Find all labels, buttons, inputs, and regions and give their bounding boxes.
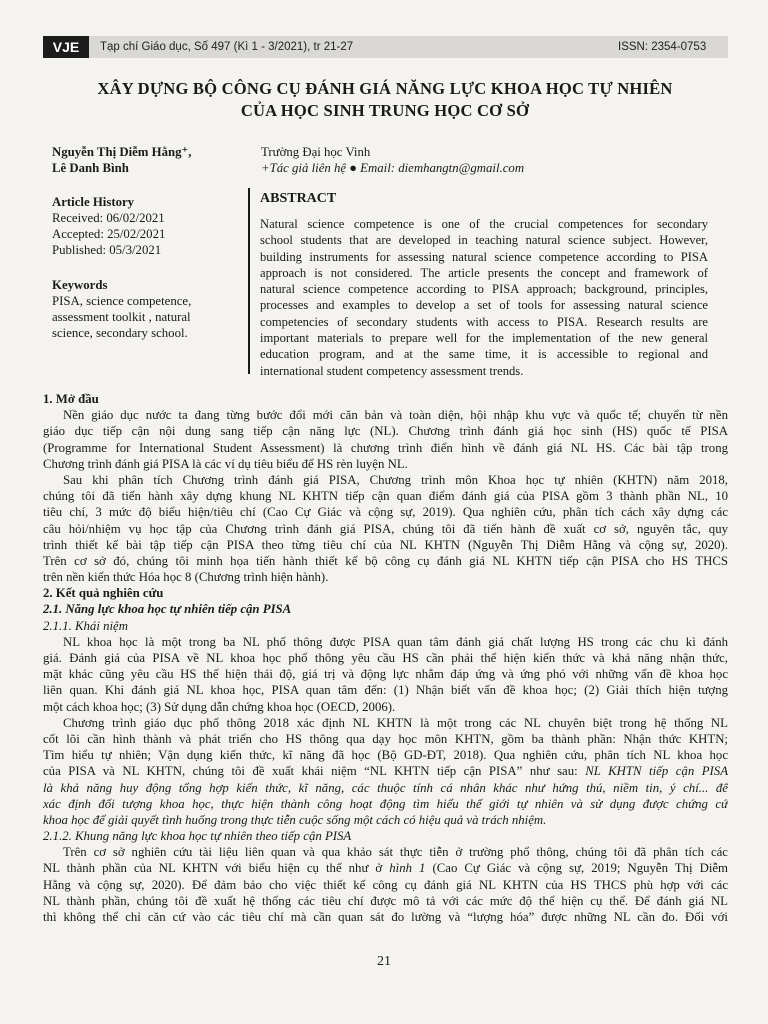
paper-title-line2: CỦA HỌC SINH TRUNG HỌC CƠ SỞ — [240, 101, 530, 120]
paragraph-line: NL thành phần, chúng tôi đề xuất hệ thống các tiêu chí được mô tả với các mức độ thể hiện cụ thể. Để đánh giá NL — [43, 893, 728, 908]
abstract-heading: ABSTRACT — [260, 191, 337, 206]
accepted-date: Accepted: 25/02/2021 — [52, 227, 166, 241]
keywords-heading: Keywords — [52, 278, 108, 292]
paragraph-line: Trên cơ sở nghiên cứu tài liệu liên quan và qua khảo sát thực tiễn ở trường phổ thông, chúng tôi đã phân tích các — [63, 845, 728, 860]
paper-title-line1: XÂY DỰNG BỘ CÔNG CỤ ĐÁNH GIÁ NĂNG LỰC KHOA HỌC TỰ NHIÊN — [97, 79, 673, 98]
paragraph-line: liên quan. Khi đánh giá NL khoa học, PISA quan tâm đến: (1) Nhận biết vấn đề khoa học; (2) Giải thích hiện tượng — [43, 683, 728, 698]
abstract-line: school students that are developed in teaching natural science subject. However, — [260, 233, 708, 248]
paragraph-line: Chương trình đánh giá PISA là các ví dụ tiêu biểu để HS rèn luyện NL. — [43, 456, 408, 471]
paragraph-line: trên nền kiến thức Hóa học 8 (Chương trình hiện hành). — [43, 570, 329, 585]
abstract-line: international student competency assessment trends. — [260, 363, 524, 378]
journal-logo: VJE — [43, 36, 89, 58]
paragraph-line: Sau khi phân tích Chương trình đánh giá PISA, Chương trình môn Khoa học tự nhiên (KHTN) năm 2018, — [63, 472, 728, 487]
abstract-line: building instruments for assessing natural science competence according to PISA — [260, 249, 708, 264]
author-2: Lê Danh Bình — [52, 161, 129, 175]
abstract-line: important materials to prepare well for the implementation of the new general — [260, 331, 708, 346]
section-heading: 2. Kết quả nghiên cứu — [43, 586, 164, 601]
abstract-line: Natural science competence is one of the crucial competences for secondary — [260, 217, 708, 231]
paragraph-line: giá. Đánh giá của PISA về NL khoa học phổ thông yêu cầu HS cần phải thể hiện kiến thức và khả năng nhận thức, — [43, 651, 728, 665]
history-heading: Article History — [52, 195, 135, 209]
definition-line: xác định đối tượng khoa học, thực hiện thành công hoạt động tìm hiểu thế giới tự nhiên và sử dụng được chứng cứ — [43, 796, 728, 811]
definition-line: là khả năng huy động tổng hợp kiến thức, kĩ năng, các thuộc tính cá nhân khác như hứng thú, niềm tin, ý chí... để — [43, 780, 728, 795]
received-date: Received: 06/02/2021 — [52, 211, 165, 225]
paragraph-line: chúng tôi đã tiến hành xây dựng khung NL KHTN tiếp cận quan điểm đánh giá của PISA gồm 3 thành phần NL, 10 — [43, 489, 728, 504]
section-heading: 1. Mở đầu — [43, 392, 99, 406]
issn: ISSN: 2354-0753 — [618, 41, 707, 53]
subsubsection-heading: 2.1.2. Khung năng lực khoa học tự nhiên theo tiếp cận PISA — [43, 829, 352, 844]
paragraph-line: trình thiết kế bài tập tiếp cận PISA theo từng tiêu chí của NL KHTN (Nguyễn Thị Diễm Hằng và cộng sự, 2020). — [43, 537, 728, 552]
published-date: Published: 05/3/2021 — [52, 243, 162, 257]
column-divider — [248, 188, 250, 374]
keywords-line: assessment toolkit , natural — [52, 310, 191, 324]
subsection-heading: 2.1. Năng lực khoa học tự nhiên tiếp cận PISA — [43, 602, 292, 617]
paragraph-line: NL khoa học là một trong ba NL phổ thông được PISA quan tâm đánh giá chất lượng HS trong các chu kì đánh — [63, 634, 728, 649]
concept-term: NL KHTN tiếp cận PISA — [585, 764, 728, 779]
journal-citation: Tạp chí Giáo dục, Số 497 (Kì 1 - 3/2021), tr 21-27 — [100, 41, 354, 53]
abstract-line: education program, and at the same time, it is accessible to regional and — [260, 347, 708, 362]
paragraph-line: một cách khoa học; (3) Sử dụng dẫn chứng khoa học (OECD, 2006). — [43, 699, 396, 714]
main-body — [43, 391, 728, 925]
author-1: Nguyễn Thị Diễm Hằng⁺, — [52, 145, 192, 159]
paragraph-line: Chương trình giáo dục phổ thông 2018 xác định NL KHTN là một trong các NL chuyên biệt trong hệ thống NL — [63, 715, 728, 730]
paragraph-line: mặt khác cũng yêu cầu HS thể hiện thái độ, giá trị và động lực nhằm đáp ứng và ứng phó với những vấn đề khoa học — [43, 667, 728, 682]
paragraph-text: NL thành phần của NL KHTN với biểu hiện cụ thể như ở — [43, 861, 383, 876]
paragraph-text: (Cao Cự Giác và cộng sự, 2019; Nguyễn Thị Diễm — [432, 861, 728, 876]
paragraph-line: cốt lõi cần hình thành và phát triển cho HS thông qua dạy học môn KHTN, gồm ba thành phần: Nhận thức KHTN; — [43, 731, 728, 746]
paragraph-text: của PISA và NL KHTN, chúng tôi đề xuất khái niệm “NL KHTN tiếp cận PISA” như sau: — [43, 764, 578, 779]
abstract-line: processes and examples to develop a set of tools for assessing natural science — [260, 298, 708, 313]
paragraph-line: Tìm hiểu tự nhiên; Vận dụng kiến thức, kĩ năng đã học (Bộ GD-ĐT, 2018). Qua nghiên cứu, phân tích NL khoa học — [43, 748, 728, 763]
abstract-line: natural science competence according to PISA approach; background, principles, — [260, 282, 708, 297]
corresponding-contact: +Tác giả liên hệ ● Email: diemhangtn@gmail.com — [261, 161, 525, 175]
paragraph-line — [43, 860, 728, 876]
paragraph-line — [43, 763, 728, 779]
page-number: 21 — [377, 954, 391, 969]
affiliation: Trường Đại học Vinh — [261, 145, 371, 159]
abstract-text — [260, 216, 708, 379]
keywords-line: science, secondary school. — [52, 326, 188, 340]
subsubsection-heading: 2.1.1. Khái niệm — [43, 618, 128, 633]
keywords-line: PISA, science competence, — [52, 294, 192, 308]
figure-reference: hình 1 — [389, 861, 426, 876]
paragraph-line: tiêu chí, 3 mức độ biểu hiện/tiêu chí (Cao Cự Giác và cộng sự, 2019). Qua nghiên cứu, phân tích cách xây dựng các — [43, 505, 728, 520]
definition-line: khoa học để giải quyết tình huống trong thực tiễn cuộc sống một cách có hiệu quả và trách nhiệm. — [43, 812, 547, 827]
paragraph-line: thì không thể chỉ căn cứ vào các tiêu chí mà cần quan sát đo lường và “lượng hóa” được những NL cần đo. Đối với — [43, 910, 728, 924]
abstract-line: competencies of secondary students with access to PISA. Research results are — [260, 314, 708, 329]
paragraph-line: Trên cơ sở đó, chúng tôi minh họa tiến hành thiết kế bộ công cụ đánh giá NL KHTN tiếp cận PISA cho HS THCS — [43, 553, 728, 568]
paragraph-line: (Programme for International Student Assessment) là chương trình điển hình về đánh giá NL HS. Các bài tập trong — [43, 440, 728, 455]
paragraph-line: Nền giáo dục nước ta đang từng bước đổi mới căn bản và toàn diện, hội nhập khu vực và quốc tế; chuyển từ nền — [63, 408, 728, 423]
paragraph-line: Hằng và cộng sự, 2020). Để đảm bảo cho việc thiết kế công cụ đánh giá NL KHTN của HS THCS phù hợp với các — [43, 877, 728, 892]
paragraph-line: câu hỏi/nhiệm vụ học tập của Chương trình đánh giá PISA, chúng tôi đã tiến hành đề xuất cơ sở, nguyên tắc, quy — [43, 521, 728, 536]
abstract-line: approach is not considered. The article presents the concept and framework of — [260, 265, 708, 280]
paragraph-line: giáo dục tiếp cận nội dung sang tiếp cận năng lực (NL). Chương trình đánh giá học sinh (HS) quốc tế PISA — [43, 424, 728, 439]
